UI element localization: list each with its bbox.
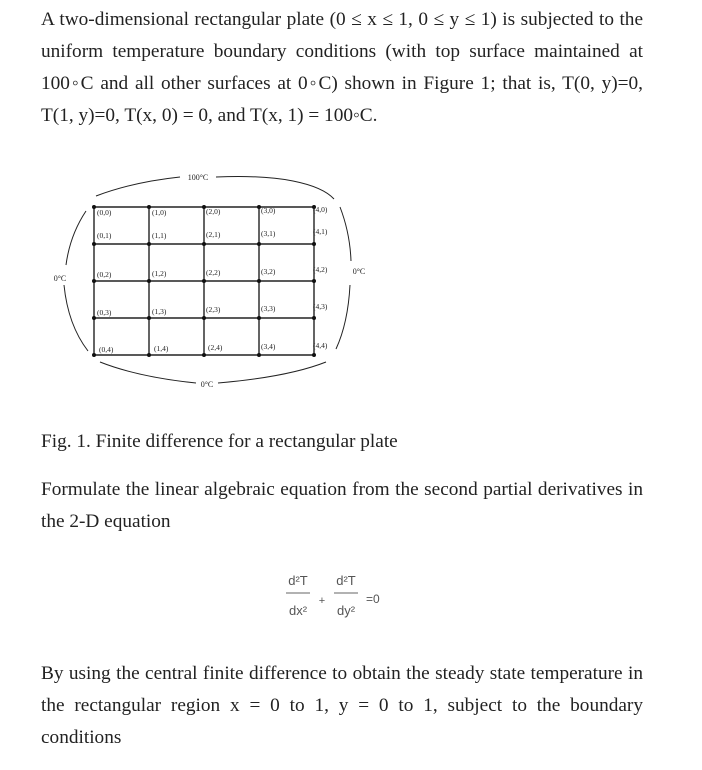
node-label: (0,0) bbox=[97, 208, 112, 217]
method-paragraph: By using the central finite difference to obtain the steady state temperature in the rectangular region x = 0 to 1, y = 0 to 1, subject to the boundary conditions bbox=[41, 663, 643, 748]
node-label: (0,2) bbox=[97, 270, 112, 279]
figure-caption: Fig. 1. Finite difference for a rectangular plate bbox=[41, 431, 398, 452]
equation-rhs: =0 bbox=[366, 592, 380, 606]
left-temperature-label: 0°C bbox=[53, 274, 67, 283]
bottom-boundary-arc-right bbox=[218, 362, 326, 383]
node-label: (3,2) bbox=[261, 267, 276, 276]
node-label: (1,4) bbox=[154, 344, 169, 353]
left-boundary-arc bbox=[66, 211, 86, 265]
equation-denominator-1: dx² bbox=[288, 603, 308, 618]
laplace-equation bbox=[280, 565, 400, 625]
right-boundary-arc bbox=[340, 207, 351, 261]
node-label: (4,2) bbox=[313, 265, 328, 274]
node-label: (0,3) bbox=[97, 308, 112, 317]
node-label: (3,0) bbox=[261, 206, 276, 215]
node-label: (2,4) bbox=[208, 343, 223, 352]
node-label: (3,4) bbox=[261, 342, 276, 351]
node-label: (1,2) bbox=[152, 269, 167, 278]
right-temperature-label: 0°C bbox=[352, 267, 366, 276]
left-boundary-arc-lower bbox=[64, 285, 88, 351]
node-label: (4,4) bbox=[313, 341, 328, 350]
node-label: (3,1) bbox=[261, 229, 276, 238]
equation-denominator-2: dy² bbox=[336, 603, 356, 618]
equation-numerator-1: d²T bbox=[288, 573, 308, 588]
node-label: (0,4) bbox=[99, 345, 114, 354]
node-label: (1,0) bbox=[152, 208, 167, 217]
intro-paragraph: A two-dimensional rectangular plate (0 ≤ x ≤ 1, 0 ≤ y ≤ 1) is subjected to the uniform temperature boundary conditions (with top surface maintained at 100◦C and all other surfaces at 0◦C) shown in Figure 1; that is, T(0, y)=0, T(1, y)=0, T(x, 0) = 0, and T(x, 1) = 100◦C. bbox=[41, 9, 643, 126]
bottom-boundary-arc bbox=[100, 362, 196, 383]
node-label: (1,3) bbox=[152, 307, 167, 316]
node-label: (0,1) bbox=[97, 231, 112, 240]
node-label: (1,1) bbox=[152, 231, 167, 240]
bottom-temperature-label: 0°C bbox=[200, 380, 214, 389]
node-label: (4,1) bbox=[313, 227, 328, 236]
finite-difference-grid-figure bbox=[48, 165, 378, 395]
top-boundary-arc-right bbox=[216, 177, 334, 200]
task-paragraph: Formulate the linear algebraic equation from the second partial derivatives in the 2-D equation bbox=[41, 479, 643, 532]
node-label: (2,1) bbox=[206, 230, 221, 239]
node-label: (2,3) bbox=[206, 305, 221, 314]
top-temperature-label: 100°C bbox=[187, 173, 209, 182]
node-label: (2,2) bbox=[206, 268, 221, 277]
equation-plus: + bbox=[318, 595, 326, 607]
node-label: (2,0) bbox=[206, 207, 221, 216]
top-boundary-arc bbox=[96, 177, 180, 196]
node-label: (4,0) bbox=[313, 205, 328, 214]
equation-numerator-2: d²T bbox=[336, 573, 356, 588]
node-label: (4,3) bbox=[313, 302, 328, 311]
right-boundary-arc-lower bbox=[336, 285, 350, 349]
node-label: (3,3) bbox=[261, 304, 276, 313]
